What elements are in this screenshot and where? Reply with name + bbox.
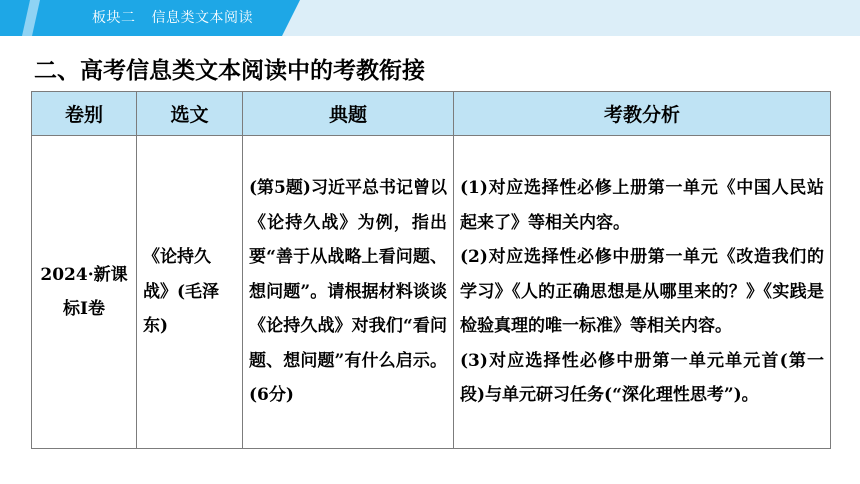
analysis-item: (2)对应选择性必修中册第一单元《改造我们的学习》《人的正确思想是从哪里来的？》《实践是检验真理的唯一标准》等相关内容。 [460, 247, 824, 337]
breadcrumb-section: 板块二 [92, 10, 136, 26]
column-header-xuanwen: 选文 [137, 92, 243, 136]
cell-dianti: (第5题)习近平总书记曾以《论持久战》为例，指出要“善于从战略上看问题、想问题”。请根据材料谈谈《论持久战》对我们“看问题、想问题”有什么启示。(6分) [243, 136, 454, 449]
banner-breadcrumb [92, 0, 253, 36]
analysis-item: (1)对应选择性必修上册第一单元《中国人民站起来了》等相关内容。 [460, 178, 824, 233]
cell-juanbie: 2024·新课标Ⅰ卷 [32, 136, 137, 449]
analysis-item: (3)对应选择性必修中册第一单元单元首(第一段)与单元研习任务(“深化理性思考”)。 [460, 350, 824, 406]
table-header-row [32, 92, 831, 136]
column-header-dianti: 典题 [243, 92, 454, 136]
table-row [32, 136, 831, 449]
cell-fenxi [454, 136, 831, 449]
page-title: 二、高考信息类文本阅读中的考教衔接 [34, 58, 425, 84]
top-banner [0, 0, 860, 36]
breadcrumb-topic: 信息类文本阅读 [151, 10, 253, 26]
content-table [31, 91, 831, 449]
column-header-fenxi: 考教分析 [454, 92, 831, 136]
cell-xuanwen: 《论持久战》(毛泽东) [137, 136, 243, 449]
column-header-juanbie: 卷别 [32, 92, 137, 136]
